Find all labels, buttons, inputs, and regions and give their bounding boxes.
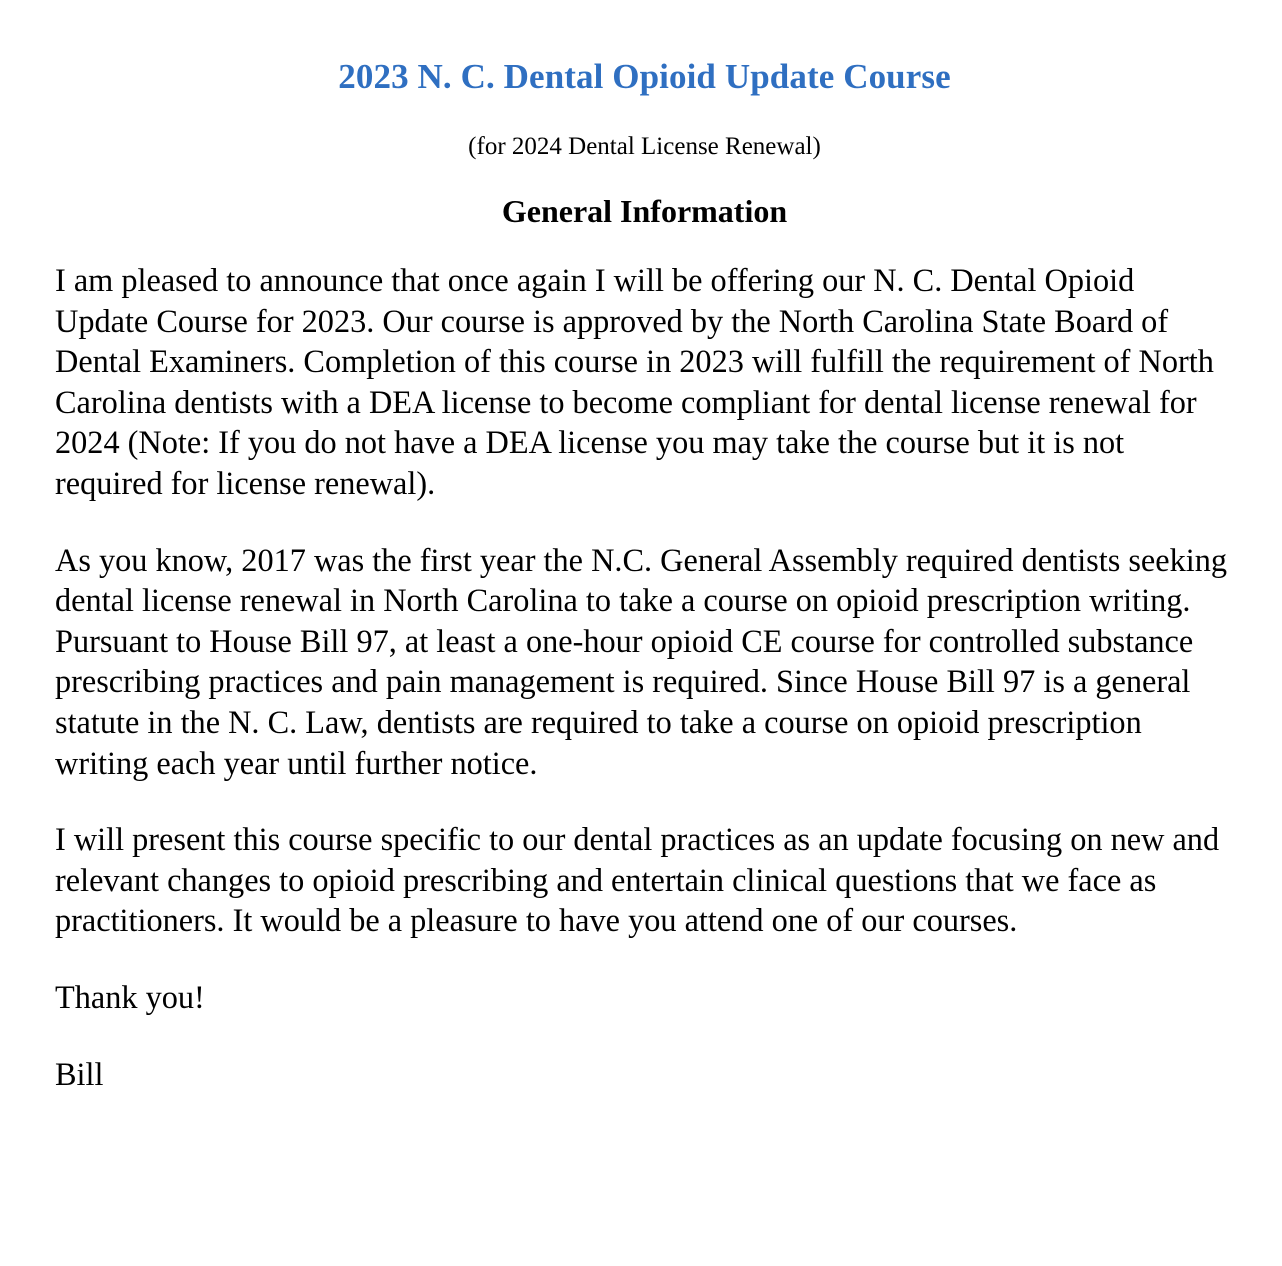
document-subtitle: (for 2024 Dental License Renewal) <box>468 133 821 160</box>
paragraph-announcement: I am pleased to announce that once again I will be offering our N. C. Dental Opioid Update Course for 2023. Our course is approved by the North Carolina State Board of Dental Examiners. Completion of this course in 2023 will fulfill the requirement of North Carolina dentists with a DEA license to become compliant for dental license renewal for 2024 (Note: If you do not have a DEA license you may take the course but it is not required for license renewal). <box>55 262 1214 501</box>
section-heading: General Information <box>501 193 788 229</box>
paragraph-presentation: I will present this course specific to our dental practices as an update focusing on new and relevant changes to opioid prescribing and entertain clinical questions that we face as practitioners. It would be a pleasure to have you attend one of our courses. <box>55 821 1220 939</box>
document-title: 2023 N. C. Dental Opioid Update Course <box>338 57 951 96</box>
paragraph-background: As you know, 2017 was the first year the N.C. General Assembly required dentists seeking dental license renewal in North Carolina to take a course on opioid prescription writing. Pursuant to House Bill 97, at least a one-hour opioid CE course for controlled substance prescribing practices and pain management is required. Since House Bill 97 is a general statute in the N. C. Law, dentists are required to take a course on opioid prescription writing each year until further notice. <box>55 541 1228 781</box>
closing-line: Thank you! <box>55 978 205 1015</box>
signature: Bill <box>55 1055 104 1092</box>
